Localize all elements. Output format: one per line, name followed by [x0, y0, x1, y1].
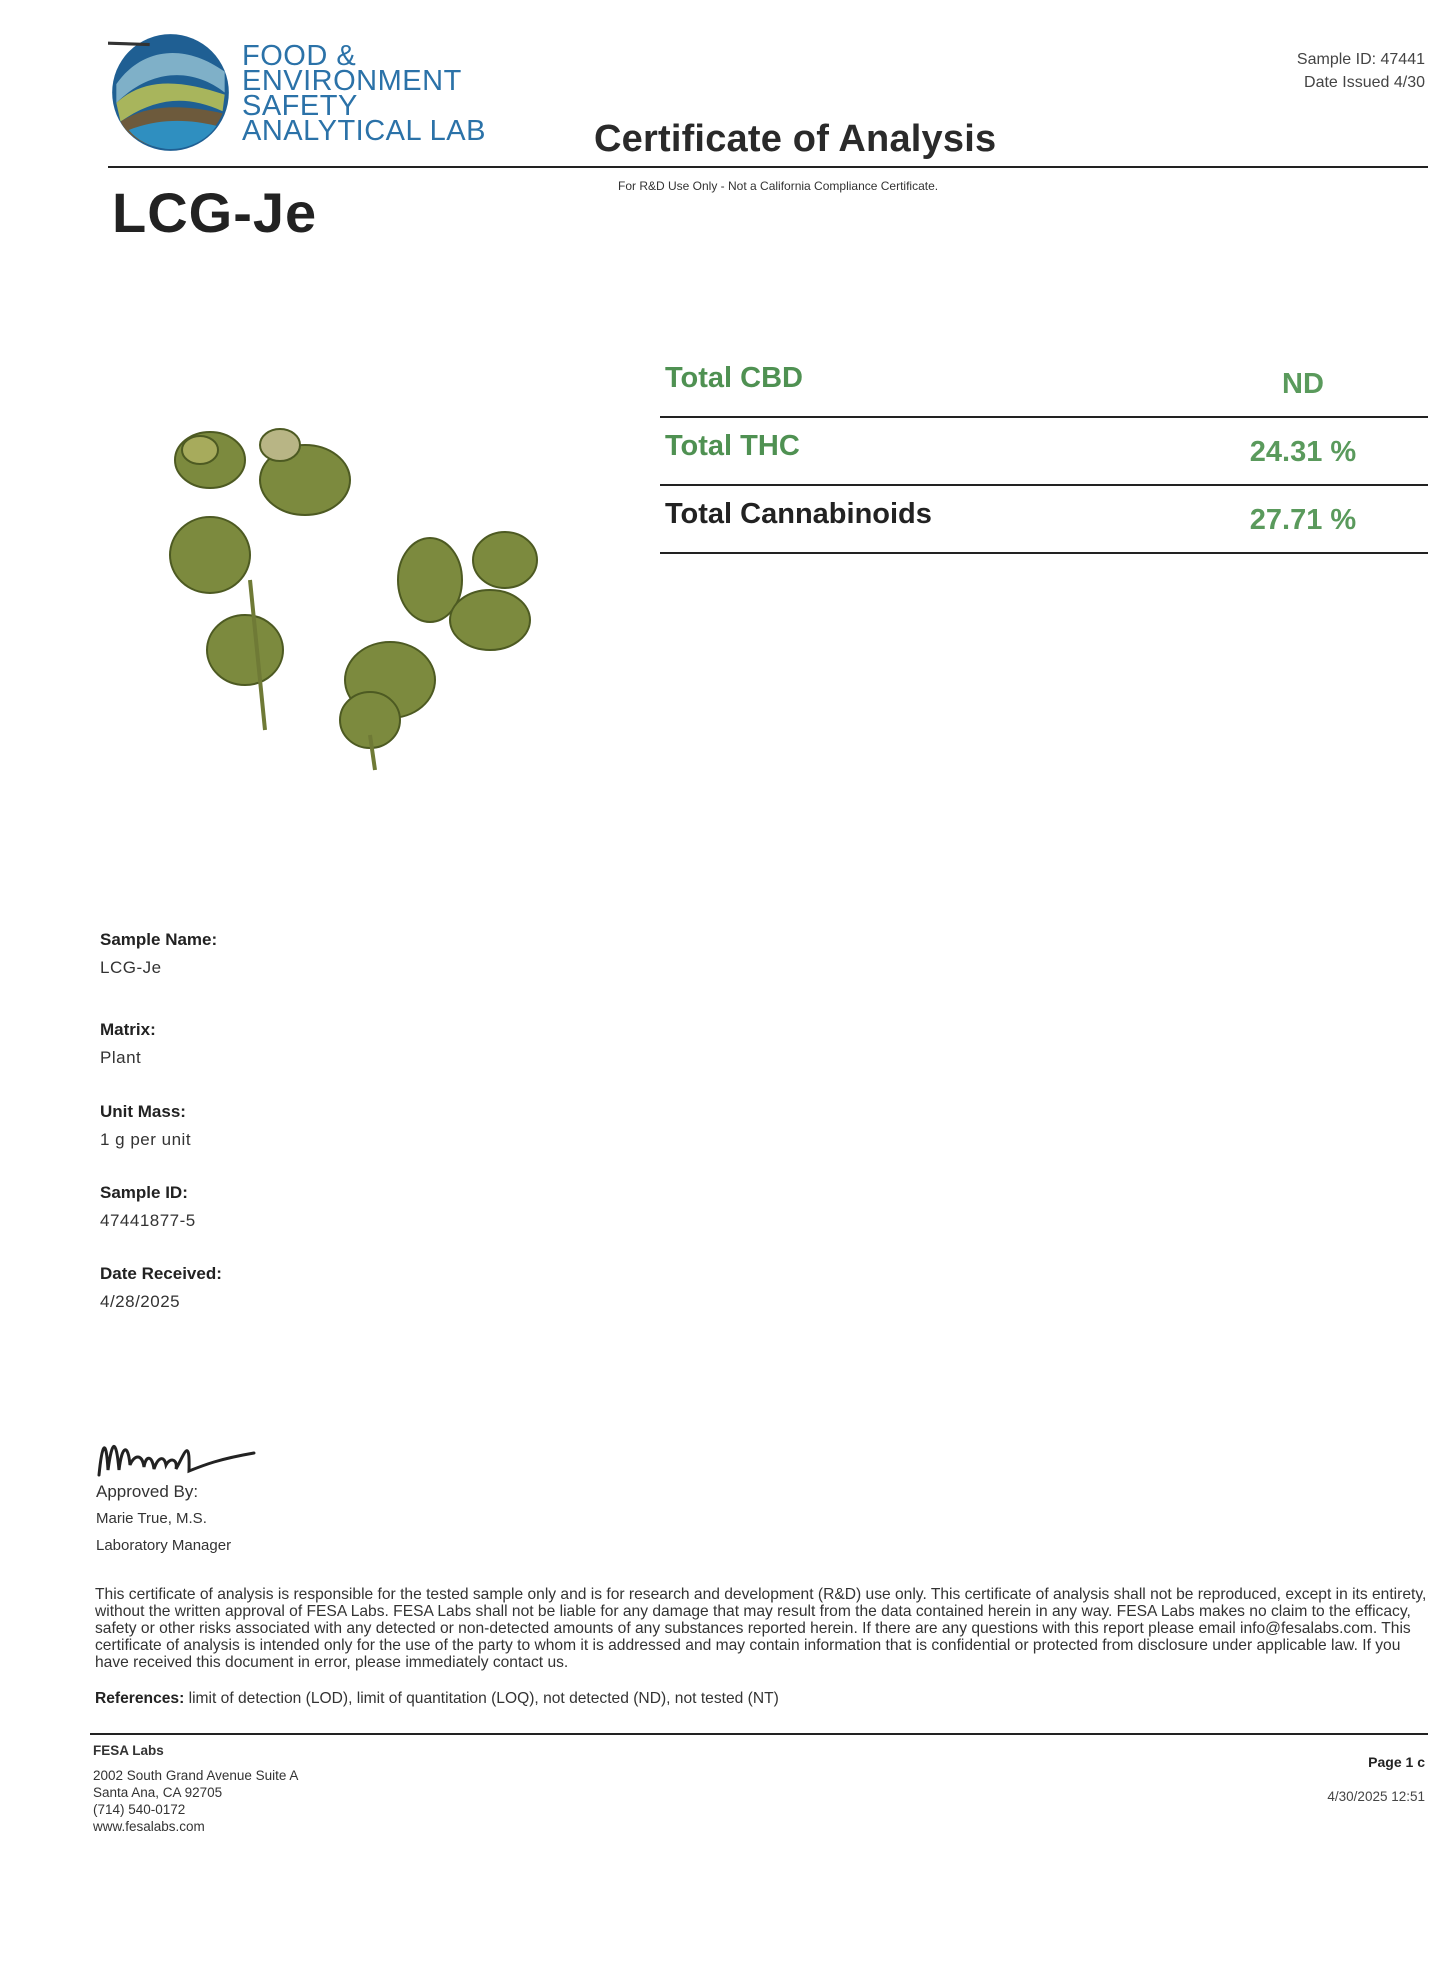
header-date-issued: Date Issued 4/30	[1304, 74, 1425, 91]
detail-unit-mass	[100, 1102, 191, 1150]
lab-logo-icon	[108, 30, 233, 155]
header-divider	[108, 166, 1428, 168]
detail-matrix	[100, 1020, 156, 1068]
disclaimer-text: This certificate of analysis is responsible for the tested sample only and is for research and development (R&D) use only. This certificate of analysis shall not be reproduced, except in its entirety, without the written approval of FESA Labs. FESA Labs shall not be liable for any damage that may result from the data contained herein in any way. FESA Labs makes no claim to the efficacy, safety or other risks associated with any detected or non-detected amounts of any substances reported herein. If there are any questions with this report please email info@fesalabs.com. This certificate of analysis is intended only for the use of the party to whom it is addressed and may contain information that is confidential or protected from disclosure under applicable law. If you have received this document in error, please immediately contact us.	[95, 1586, 1427, 1671]
sample-photo	[155, 420, 565, 790]
approval-label: Approved By:	[96, 1482, 199, 1501]
footer-phone: (714) 540-0172	[93, 1802, 186, 1817]
rd-use-note: For R&D Use Only - Not a California Compliance Certificate.	[618, 179, 939, 193]
potency-label: Total THC	[665, 430, 800, 462]
logo-line: ANALYTICAL LAB	[242, 115, 486, 147]
detail-value: 4/28/2025	[100, 1292, 181, 1311]
footer-website[interactable]: www.fesalabs.com	[93, 1819, 205, 1834]
approver-name: Marie True, M.S.	[96, 1510, 207, 1527]
header-sample-id: Sample ID: 47441	[1296, 51, 1425, 68]
detail-value: 1 g per unit	[100, 1130, 192, 1149]
page-title: Certificate of Analysis	[594, 118, 997, 160]
references-label: References:	[95, 1690, 185, 1707]
logo-line: FOOD &	[242, 40, 357, 72]
print-timestamp: 4/30/2025 12:51	[1327, 1789, 1425, 1804]
detail-label: Sample Name:	[100, 930, 218, 949]
potency-value: 24.31 %	[1249, 436, 1357, 468]
approver-title: Laboratory Manager	[96, 1537, 232, 1554]
header-sample-info	[1297, 48, 1425, 94]
potency-label: Total CBD	[665, 362, 804, 394]
footer-company: FESA Labs	[93, 1743, 164, 1758]
bud-cluster	[170, 429, 537, 770]
detail-value: LCG-Je	[100, 958, 162, 977]
footer-address-line: 2002 South Grand Avenue Suite A	[93, 1768, 299, 1783]
footer-address	[93, 1742, 298, 1835]
approval-block	[96, 1478, 231, 1559]
detail-label: Matrix:	[100, 1020, 156, 1039]
page-number: Page 1 c	[1368, 1754, 1425, 1770]
logo-line: ENVIRONMENT	[242, 65, 462, 97]
detail-sample-name	[100, 930, 217, 978]
potency-value: 27.71 %	[1249, 504, 1357, 536]
detail-value: 47441877-5	[100, 1211, 196, 1230]
footer-divider	[90, 1733, 1428, 1735]
product-name: LCG-Je	[112, 181, 318, 244]
detail-sample-id	[100, 1183, 196, 1231]
detail-value: Plant	[100, 1048, 142, 1067]
detail-label: Date Received:	[100, 1264, 222, 1283]
potency-row-thc	[660, 418, 1428, 486]
potency-row-total	[660, 486, 1428, 554]
footer-address-line: Santa Ana, CA 92705	[93, 1785, 223, 1800]
detail-label: Sample ID:	[100, 1183, 188, 1202]
references-text: limit of detection (LOD), limit of quantitation (LOQ), not detected (ND), not tested (NT)	[184, 1690, 779, 1707]
references-line	[95, 1690, 779, 1708]
potency-value: ND	[1282, 368, 1324, 400]
lab-logo-text	[242, 40, 486, 147]
logo-line: SAFETY	[242, 90, 358, 122]
potency-label: Total Cannabinoids	[665, 498, 932, 530]
detail-date-received	[100, 1264, 222, 1312]
detail-label: Unit Mass:	[100, 1102, 186, 1121]
potency-row-cbd	[660, 350, 1428, 418]
